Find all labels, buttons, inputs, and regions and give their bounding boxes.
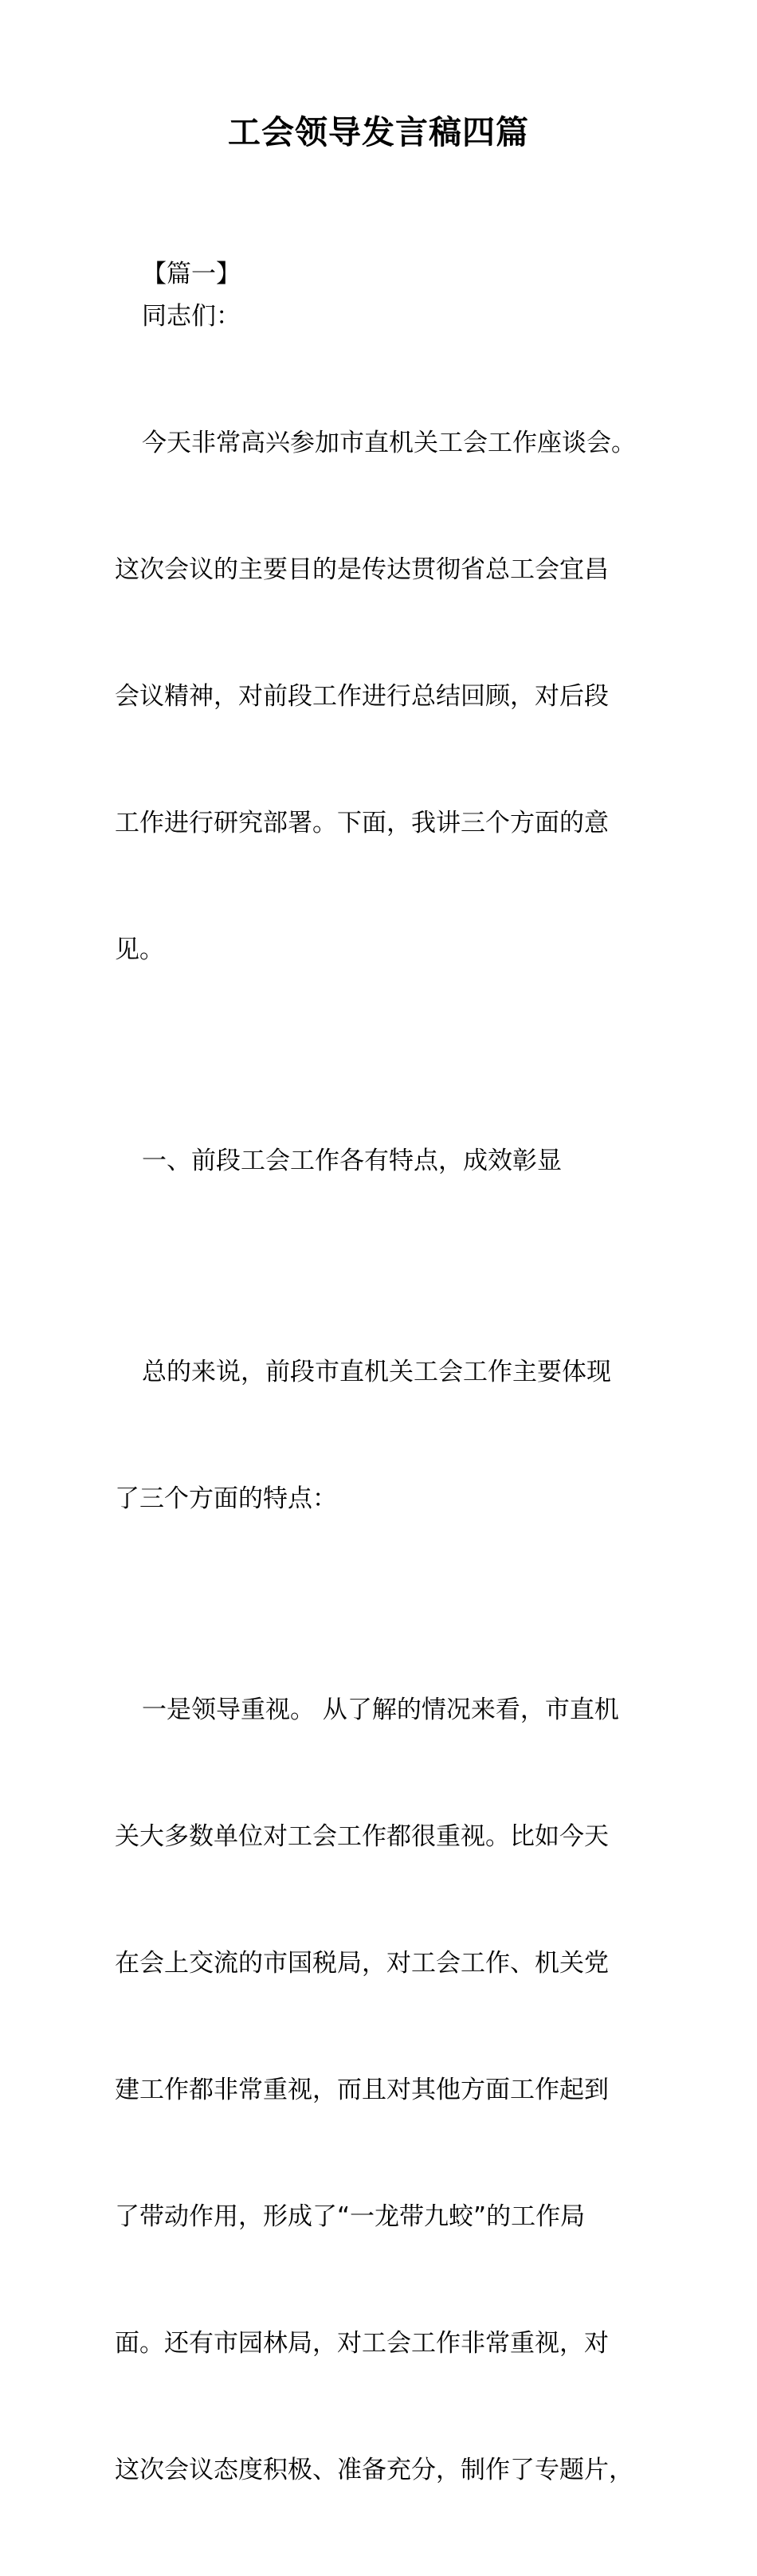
paragraph-line: 关大多数单位对工会工作都很重视。比如今天 <box>115 1822 609 1851</box>
document-title: 工会领导发言稿四篇 <box>228 113 529 151</box>
paragraph-point-1 <box>115 1605 641 2576</box>
greeting <box>115 296 641 338</box>
paragraph-line: 面。还有市园林局，对工会工作非常重视，对 <box>115 2329 609 2358</box>
paragraph-line: 这次会议态度积极、准备充分，制作了专题片， <box>115 2456 633 2484</box>
paragraph-line: 了带动作用，形成了“一龙带九蛟”的工作局 <box>115 2202 586 2231</box>
paragraph-line: 这次会议的主要目的是传达贯彻省总工会宜昌 <box>115 555 609 584</box>
paragraph-line: 建工作都非常重视，而且对其他方面工作起到 <box>115 2076 609 2104</box>
paragraph-summary <box>115 1267 641 1605</box>
section-label-text: 【篇一】 <box>142 260 241 288</box>
paragraph-line: 一是领导重视。 从了解的情况来看，市直机 <box>142 1696 619 1724</box>
paragraph-line: 在会上交流的市国税局，对工会工作、机关党 <box>115 1949 609 1978</box>
paragraph-line: 工作进行研究部署。下面，我讲三个方面的意 <box>115 809 609 837</box>
paragraph-line: 了三个方面的特点： <box>115 1484 337 1513</box>
paragraph-line: 会议精神，对前段工作进行总结回顾，对后段 <box>115 682 609 711</box>
paragraph-intro <box>115 338 641 1056</box>
document-body <box>115 253 641 2576</box>
paragraph-line: 总的来说，前段市直机关工会工作主要体现 <box>142 1358 611 1386</box>
section-heading-text: 一、前段工会工作各有特点，成效彰显 <box>142 1147 562 1175</box>
section-heading-1 <box>115 1056 641 1267</box>
section-label <box>115 253 641 296</box>
paragraph-line: 今天非常高兴参加市直机关工会工作座谈会。 <box>142 429 636 457</box>
paragraph-line: 见。 <box>115 935 164 964</box>
greeting-text: 同志们： <box>142 302 241 331</box>
